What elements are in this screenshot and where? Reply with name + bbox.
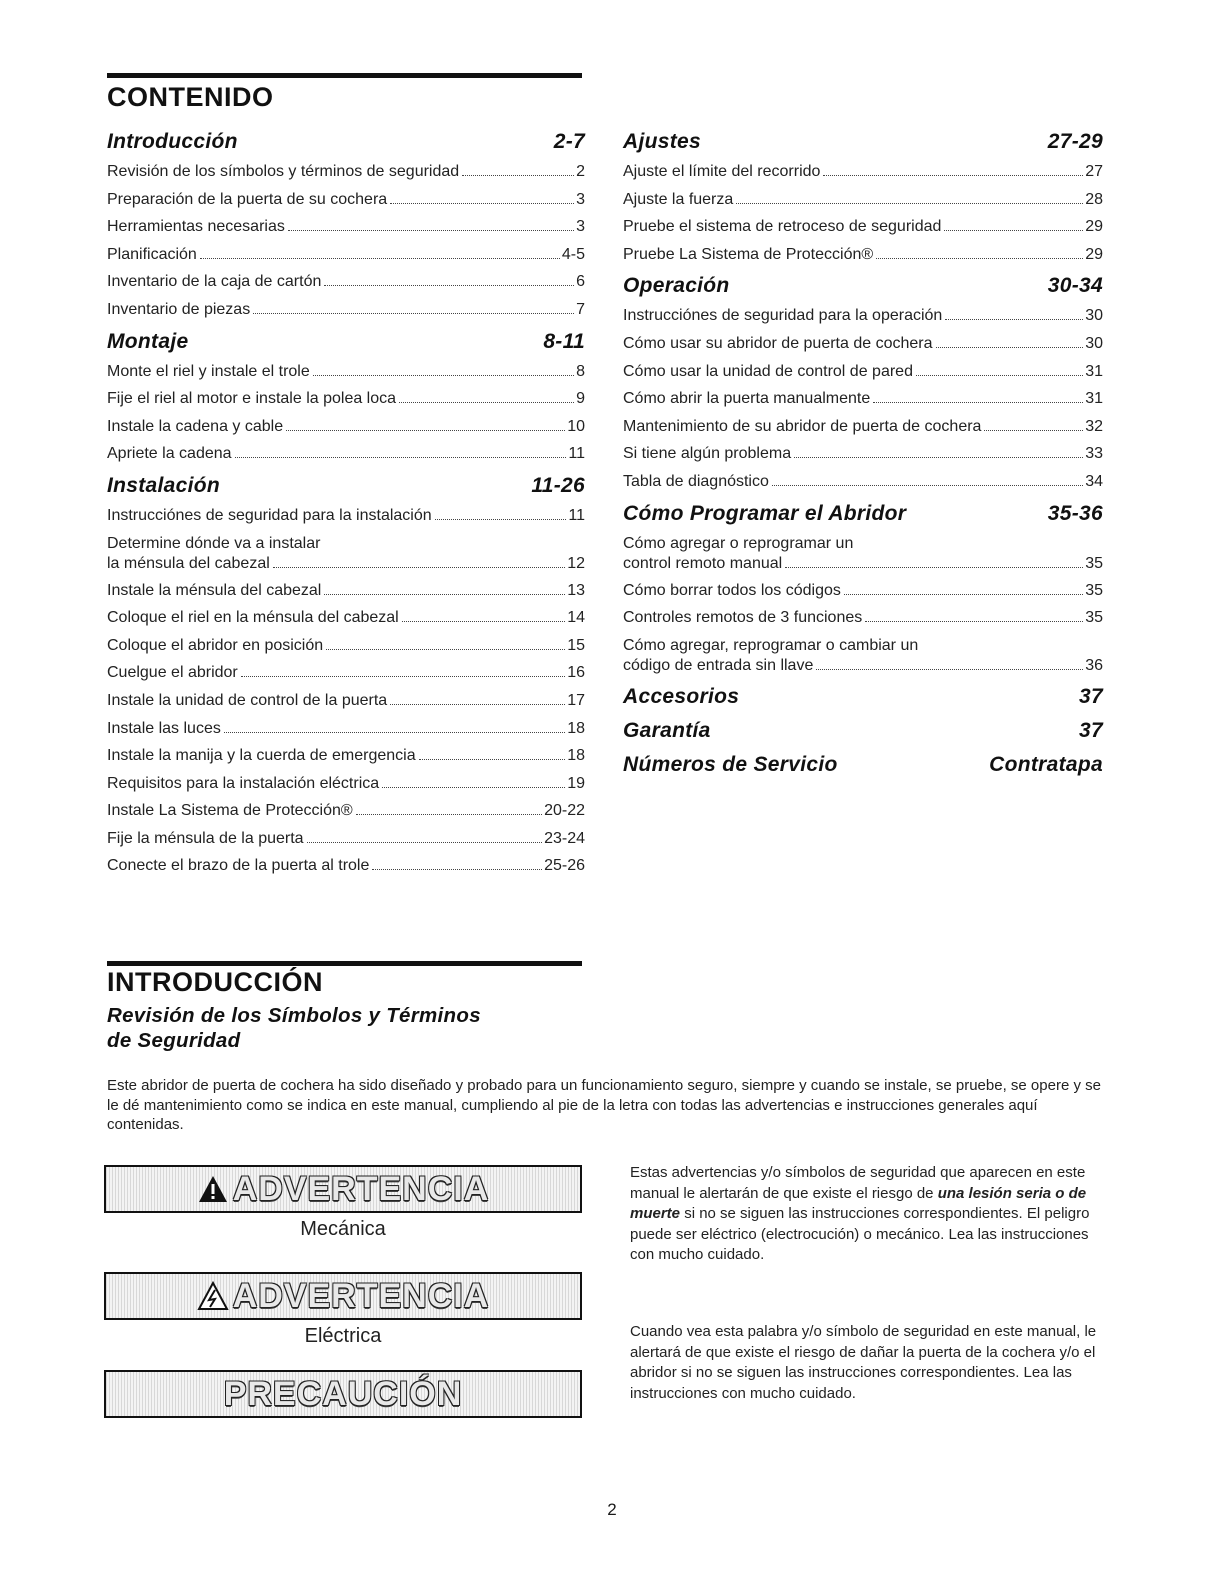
- toc-entry: [107, 413, 585, 441]
- section-heading: [623, 719, 1103, 743]
- dot-leader: [945, 319, 1083, 320]
- dot-leader: [241, 676, 565, 677]
- toc-entry: [623, 468, 1103, 496]
- warning-triangle-icon: [197, 1174, 229, 1204]
- toc-entry-page: 29: [1085, 218, 1103, 236]
- toc-entry-text: Cómo agregar, reprogramar o cambiar un: [623, 636, 919, 654]
- toc-entry: [623, 358, 1103, 386]
- dot-leader: [390, 203, 574, 204]
- toc-entry-text: Pruebe La Sistema de Protección®: [623, 245, 874, 263]
- dot-leader: [382, 787, 565, 788]
- toc-entry-text: Cómo abrir la puerta manualmente: [623, 390, 871, 408]
- warning-text-emphasis: una lesión seria o de muerte: [630, 1184, 1087, 1222]
- warning-banner-electrical: [104, 1272, 582, 1320]
- toc-entry: [623, 186, 1103, 214]
- section-pages: 35-36: [1047, 501, 1103, 525]
- toc-entry-text: Herramientas necesarias: [107, 218, 285, 236]
- electrical-warning-icon: [197, 1281, 229, 1311]
- toc-entry-text-continued: la ménsula del cabezal: [107, 554, 270, 572]
- toc-entry: [107, 296, 585, 324]
- dot-leader: [984, 430, 1083, 431]
- toc-entry-page: 35: [1085, 609, 1103, 627]
- toc-entry-page: 2: [576, 163, 585, 180]
- dot-leader: [324, 285, 574, 286]
- section-heading: [623, 502, 1103, 526]
- section-title: Números de Servicio: [623, 752, 838, 776]
- toc-entry-text: Instale la ménsula del cabezal: [107, 581, 322, 599]
- toc-entry-text: Pruebe el sistema de retroceso de seguridad: [623, 218, 942, 236]
- intro-subheading-line-1: Revisión de los Símbolos y Términos: [107, 1004, 481, 1027]
- toc-entry-text: Instale las luces: [107, 719, 221, 737]
- contents-right-column: [623, 124, 1103, 781]
- mechanical-caption: Mecánica: [300, 1218, 386, 1240]
- toc-entry-text: Ajuste el límite del recorrido: [623, 163, 821, 180]
- toc-list: [107, 502, 585, 880]
- toc-entry-page: 6: [576, 273, 585, 291]
- toc-entry: [623, 604, 1103, 632]
- section-heading: [623, 130, 1103, 154]
- toc-entry-text: Fije el riel al motor e instale la polea loca: [107, 390, 397, 408]
- section-title: Ajustes: [623, 130, 701, 153]
- caution-explanation: Cuando vea esta palabra y/o símbolo de seguridad en este manual, le alertará de que existe el riesgo de dañar la puerta de la cochera y/o el abridor si no se siguen las instrucciones correspondientes. Lea las instrucciones con mucho cuidado.: [630, 1323, 1097, 1402]
- intro-subheading-line-2: de Seguridad: [107, 1029, 241, 1052]
- toc-entry-text: Instale la manija y la cuerda de emergencia: [107, 747, 416, 765]
- dot-leader: [356, 814, 542, 815]
- toc-entry-page: 13: [567, 581, 585, 599]
- toc-entry-page: 4-5: [561, 245, 585, 263]
- toc-entry-page: 3: [576, 218, 585, 236]
- section-title: Operación: [623, 274, 730, 298]
- toc-entry: [107, 577, 585, 605]
- dot-leader: [372, 869, 542, 870]
- toc-list: [107, 358, 585, 468]
- toc-list: [623, 158, 1103, 268]
- toc-entry-text: Planificación: [107, 245, 197, 263]
- caution-banner-label: PRECAUCIÓN: [223, 1374, 463, 1413]
- section-pages: 37: [1079, 718, 1103, 742]
- toc-entry-page: 18: [567, 719, 585, 737]
- toc-entry-text: Instrucciónes de seguridad para la operación: [623, 307, 943, 325]
- dot-leader: [402, 621, 565, 622]
- toc-entry-text: Conecte el brazo de la puerta al trole: [107, 857, 370, 875]
- toc-entry: [623, 413, 1103, 441]
- toc-entry-page: 12: [567, 554, 585, 572]
- section-title: Garantía: [623, 718, 711, 742]
- toc-entry-page: 33: [1085, 445, 1103, 463]
- toc-entry: [623, 632, 1103, 679]
- toc-entry: [623, 385, 1103, 413]
- dot-leader: [419, 759, 566, 760]
- warning-banner-label: ADVERTENCIA: [232, 1169, 490, 1208]
- dot-leader: [200, 258, 560, 259]
- contents-top-rule: [107, 73, 582, 78]
- toc-entry-page: 32: [1085, 417, 1103, 435]
- dot-leader: [324, 594, 565, 595]
- dot-leader: [865, 621, 1083, 622]
- toc-entry: [107, 687, 585, 715]
- section-title: Cómo Programar el Abridor: [623, 501, 907, 525]
- toc-entry-page: 9: [576, 390, 585, 408]
- toc-entry-text: Inventario de la caja de cartón: [107, 273, 322, 291]
- toc-entry-page: 23-24: [544, 829, 585, 847]
- toc-entry-text: Ajuste la fuerza: [623, 190, 734, 208]
- toc-entry-page: 16: [567, 664, 585, 682]
- dot-leader: [916, 375, 1083, 376]
- toc-entry-text: Instrucciónes de seguridad para la instalación: [107, 506, 432, 524]
- toc-entry: [623, 241, 1103, 269]
- dot-leader: [435, 519, 567, 520]
- warning-banner-mechanical: [104, 1165, 582, 1213]
- toc-entry-text: Instale La Sistema de Protección®: [107, 802, 353, 820]
- toc-entry: [623, 213, 1103, 241]
- dot-leader: [844, 594, 1083, 595]
- dot-leader: [307, 842, 543, 843]
- section-pages: 27-29: [1047, 130, 1103, 153]
- electrical-caption: Eléctrica: [304, 1325, 382, 1347]
- toc-entry-page: 3: [576, 190, 585, 208]
- toc-entry-text: Cómo agregar o reprogramar un: [623, 534, 854, 552]
- contents-left-column: [107, 124, 585, 880]
- warning-text-after: si no se siguen las instrucciones correspondientes. El peligro puede ser eléctrico (electrocución) o mecánico. Lea las instrucciones con mucho cuidado.: [630, 1205, 1090, 1263]
- toc-entry-text: Si tiene algún problema: [623, 445, 792, 463]
- contents-heading: CONTENIDO: [107, 82, 274, 112]
- toc-entry-page: 35: [1085, 554, 1103, 572]
- section-pages: Contratapa: [989, 752, 1103, 776]
- warning-explanation: [630, 1163, 1100, 1266]
- dot-leader: [936, 347, 1084, 348]
- toc-entry-text-continued: control remoto manual: [623, 554, 783, 572]
- toc-entry: [107, 158, 585, 186]
- intro-top-rule: [107, 961, 582, 966]
- dot-leader: [785, 567, 1083, 568]
- toc-entry: [107, 825, 585, 853]
- dot-leader: [772, 485, 1083, 486]
- toc-entry: [107, 213, 585, 241]
- toc-list: [107, 158, 585, 324]
- toc-entry: [107, 742, 585, 770]
- section-title: Instalación: [107, 473, 220, 497]
- toc-entry: [107, 530, 585, 577]
- toc-entry: [107, 604, 585, 632]
- section-heading: [107, 474, 585, 498]
- toc-entry-page: 17: [567, 691, 585, 709]
- toc-entry-page: 31: [1085, 390, 1103, 408]
- toc-entry: [107, 770, 585, 798]
- toc-entry-page: 19: [567, 774, 585, 792]
- section-heading: [623, 753, 1103, 777]
- dot-leader: [816, 669, 1083, 670]
- dot-leader: [823, 175, 1083, 176]
- toc-entry-text: Inventario de piezas: [107, 300, 251, 318]
- dot-leader: [313, 375, 574, 376]
- toc-entry-text: Tabla de diagnóstico: [623, 472, 769, 490]
- caution-banner: [104, 1370, 582, 1418]
- toc-entry: [623, 530, 1103, 577]
- toc-entry-page: 25-26: [544, 857, 585, 875]
- toc-entry-page: 29: [1085, 245, 1103, 263]
- dot-leader: [736, 203, 1083, 204]
- toc-entry-page: 18: [567, 747, 585, 765]
- toc-entry: [623, 440, 1103, 468]
- section-title: Accesorios: [623, 684, 740, 708]
- dot-leader: [399, 402, 574, 403]
- dot-leader: [224, 732, 565, 733]
- dot-leader: [235, 457, 567, 458]
- toc-list: [623, 530, 1103, 679]
- toc-entry-text: Cómo usar la unidad de control de pared: [623, 362, 913, 380]
- dot-leader: [462, 175, 574, 176]
- toc-entry: [623, 302, 1103, 330]
- toc-entry: [107, 632, 585, 660]
- toc-entry: [623, 330, 1103, 358]
- toc-entry-text: Requisitos para la instalación eléctrica: [107, 774, 380, 792]
- dot-leader: [288, 230, 574, 231]
- warning-text-before: Estas advertencias y/o símbolos de seguridad que aparecen en este manual le alertarán de que existe el riesgo de: [630, 1164, 1086, 1202]
- section-pages: 37: [1079, 684, 1103, 708]
- toc-entry-page: 20-22: [544, 802, 585, 820]
- toc-entry-text: Coloque el abridor en posición: [107, 636, 324, 654]
- toc-list: [623, 302, 1103, 495]
- toc-entry-page: 10: [567, 417, 585, 435]
- toc-entry-text: Determine dónde va a instalar: [107, 534, 321, 552]
- dot-leader: [873, 402, 1083, 403]
- dot-leader: [326, 649, 565, 650]
- section-heading: [623, 685, 1103, 709]
- toc-entry: [107, 502, 585, 530]
- dot-leader: [273, 567, 565, 568]
- page-number: 2: [607, 1500, 617, 1519]
- toc-entry-text: Preparación de la puerta de su cochera: [107, 190, 388, 208]
- dot-leader: [253, 313, 574, 314]
- warning-banner-label: ADVERTENCIA: [232, 1276, 490, 1315]
- toc-entry-page: 14: [567, 609, 585, 627]
- section-heading: [107, 130, 585, 154]
- toc-entry-page: 11: [568, 506, 585, 524]
- toc-entry-text: Cuelgue el abridor: [107, 664, 238, 682]
- toc-entry-page: 11: [568, 445, 585, 463]
- dot-leader: [390, 704, 565, 705]
- toc-entry-text: Cómo usar su abridor de puerta de cochera: [623, 334, 933, 352]
- toc-entry-page: 8: [576, 362, 585, 380]
- toc-entry-page: 35: [1085, 581, 1103, 599]
- dot-leader: [794, 457, 1083, 458]
- toc-entry: [107, 268, 585, 296]
- toc-entry-page: 36: [1085, 656, 1103, 674]
- toc-entry: [107, 852, 585, 880]
- toc-entry-page: 27: [1085, 163, 1103, 180]
- toc-entry: [107, 797, 585, 825]
- toc-entry-text: Fije la ménsula de la puerta: [107, 829, 304, 847]
- toc-entry: [107, 440, 585, 468]
- section-pages: 2-7: [553, 130, 585, 153]
- section-pages: 8-11: [543, 329, 585, 353]
- toc-entry: [107, 186, 585, 214]
- intro-paragraph: Este abridor de puerta de cochera ha sido diseñado y probado para un funcionamiento seguro, siempre y cuando se instale, se pruebe, se opere y se le dé mantenimiento como se indica en este manual, cumpliendo al pie de la letra con todas las advertencias e instrucciones generales aquí contenidas.: [107, 1077, 1101, 1133]
- intro-heading: INTRODUCCIÓN: [107, 967, 323, 997]
- toc-entry-page: 7: [576, 300, 585, 318]
- toc-entry-text: Coloque el riel en la ménsula del cabezal: [107, 609, 399, 627]
- toc-entry-page: 31: [1085, 362, 1103, 380]
- section-heading: [623, 274, 1103, 298]
- section-pages: 11-26: [531, 473, 585, 497]
- intro-subheading: [107, 1003, 627, 1053]
- toc-entry: [107, 715, 585, 743]
- toc-entry-text: Revisión de los símbolos y términos de seguridad: [107, 163, 460, 180]
- dot-leader: [286, 430, 565, 431]
- section-title: Montaje: [107, 329, 189, 353]
- toc-entry: [107, 241, 585, 269]
- toc-entry-text: Apriete la cadena: [107, 445, 232, 463]
- section-title: Introducción: [107, 130, 238, 153]
- dot-leader: [876, 258, 1083, 259]
- toc-entry-text: Monte el riel y instale el trole: [107, 362, 310, 380]
- toc-entry-page: 34: [1085, 472, 1103, 490]
- toc-entry-text: Mantenimiento de su abridor de puerta de cochera: [623, 417, 982, 435]
- toc-entry-text: Controles remotos de 3 funciones: [623, 609, 863, 627]
- toc-entry-page: 30: [1085, 307, 1103, 325]
- toc-entry: [623, 577, 1103, 605]
- toc-entry-text-continued: código de entrada sin llave: [623, 656, 814, 674]
- toc-entry-text: Cómo borrar todos los códigos: [623, 581, 841, 599]
- dot-leader: [944, 230, 1083, 231]
- toc-entry: [107, 358, 585, 386]
- toc-entry: [623, 158, 1103, 186]
- section-pages: 30-34: [1047, 274, 1103, 298]
- section-heading: [107, 330, 585, 354]
- toc-entry: [107, 659, 585, 687]
- toc-entry-page: 28: [1085, 190, 1103, 208]
- toc-entry: [107, 385, 585, 413]
- toc-entry-text: Instale la unidad de control de la puerta: [107, 691, 388, 709]
- toc-entry-page: 30: [1085, 334, 1103, 352]
- toc-entry-page: 15: [567, 636, 585, 654]
- toc-entry-text: Instale la cadena y cable: [107, 417, 284, 435]
